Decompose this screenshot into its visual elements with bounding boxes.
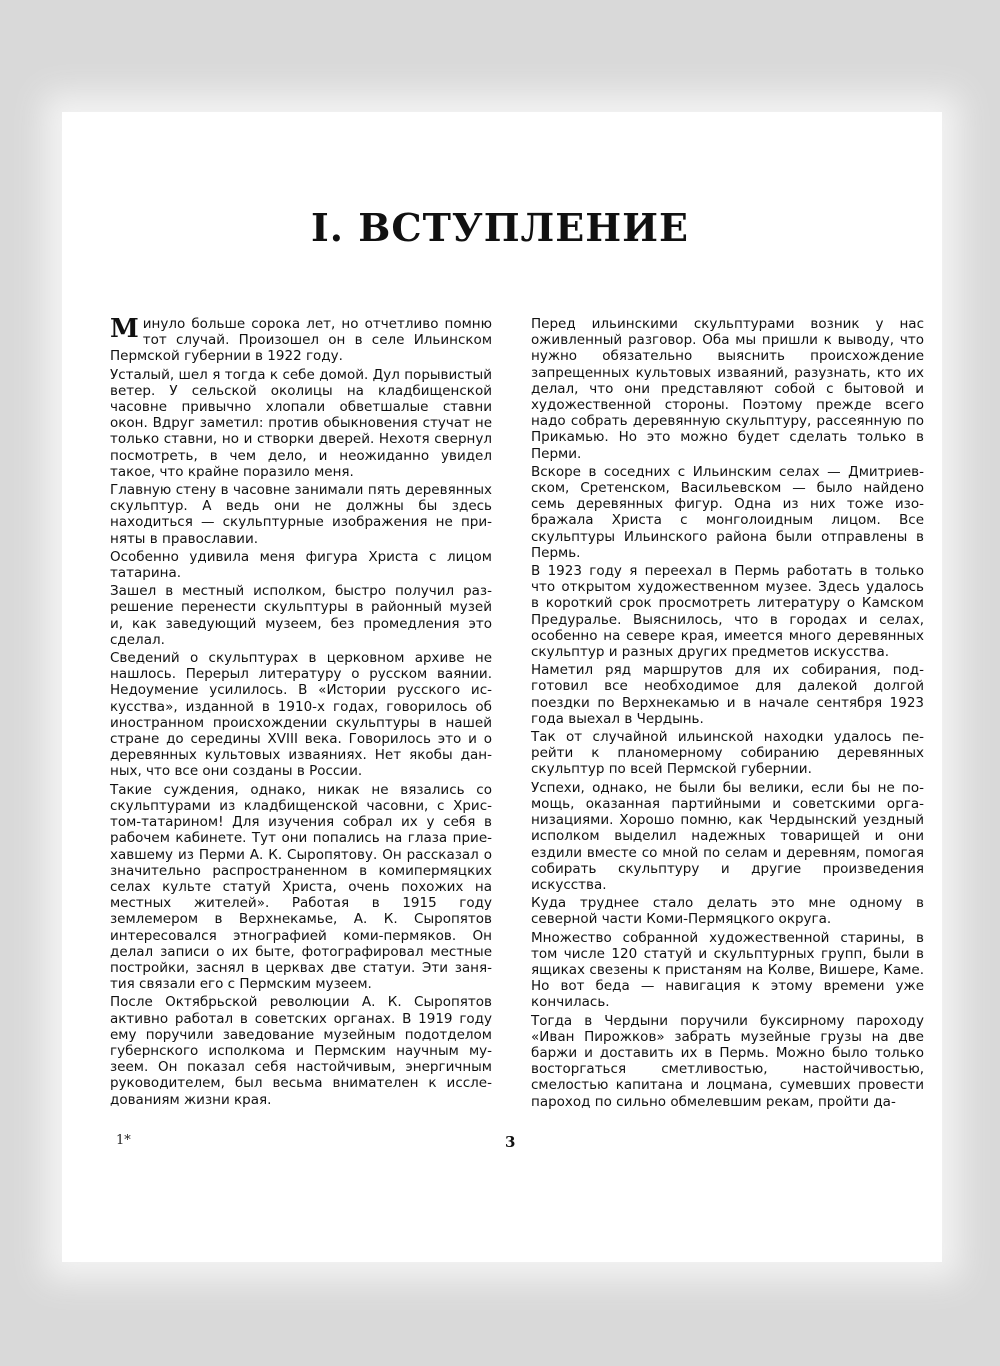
paragraph: В 1923 году я переехал в Пермь работать в только что открытом художественном музее. Здесь удалось в короткий срок просмотреть литературу о Камском Предуралье. Выяснилось, что в городах и селах, особенно на севере края, имеется много деревянных скульптур и разных других предметов искусства. [531,563,924,661]
paragraph: Главную стену в часовне занимали пять деревянных скульптур. А ведь они не должны бы здесь находиться — скульптурные изображения не приняты в православии. [110,482,492,547]
page-number: 3 [505,1133,516,1151]
paragraph: Наметил ряд маршрутов для их собирания, подготовил все необходимое для далекой долгой поездки по Верхнекамью и в начале сентября 1923 года выехал в Чердынь. [531,662,924,727]
paragraph: Куда труднее стало делать это мне одному в северной части Коми-Пермяцкого округа. [531,895,924,928]
paragraph: Такие суждения, однако, никак не вязались со скульптурами из кладбищенской часовни, с Христом-татарином! Для изучения собрал их у себя в рабочем кабинете. Тут они попались на глаза приехавшему из Перми А. К. Сыропятову. Он рассказал о значительно распространенном в комипермяцких селах культе статуй Христа, очень похожих на местных жителей». Работая в 1915 году землемером в Верхнекамье, А. К. Сыропятов интересовался этнографией коми-пермяков. Он делал записи о их быте, фотографировал местные постройки, заснял в церквах две статуи. Эти занятия связали его с Пермским музеем. [110,781,492,993]
paragraph: Так от случайной ильинской находки удалось перейти к планомерному собиранию деревянных скульптур по всей Пермской губернии. [531,729,924,778]
paragraph: Сведений о скульптурах в церковном архиве не нашлось. Перерыл литературу о русском ваянии. Недоумение усилилось. В «Истории русского искусства», изданной в 1910-х годах, говорилось об иностранном происхождении скульптуры в нашей стране до середины XVIII века. Говорилось это и о деревянных культовых изваяниях. Нет якобы данных, что все они созданы в России. [110,650,492,780]
chapter-title: I. ВСТУПЛЕНИЕ [311,205,689,250]
right-column [531,316,924,1112]
paragraph: Перед ильинскими скульптурами возник у нас оживленный разговор. Оба мы пришли к выводу, что нужно обязательно выяснить происхождение запрещенных культовых изваяний, разузнать, кто их делал, что они представляют собой с бытовой и художественной стороны. Поэтому прежде всего надо собрать деревянную скульптуру, рассеянную по Прикамью. Но это можно будет сделать только в Перми. [531,316,924,462]
paragraph-text: инуло больше сорока лет, но отчетливо помню тот случай. Произошел он в селе Ильинском Пермской губернии в 1922 году. [110,316,492,365]
paragraph: Тогда в Чердыни поручили буксирному пароходу «Иван Пирожков» забрать музейные грузы на две баржи и доставить их в Пермь. Можно было только восторгаться сметливостью, настойчивостью, смелостью капитана и лоцмана, сумевших провести пароход по сильно обмелевшим рекам, пройти да- [531,1012,924,1110]
paragraph: После Октябрьской революции А. К. Сыропятов активно работал в советских органах. В 1919 году ему поручили заведование музейным подотделом губернского исполкома и Пермским научным музеем. Он показал себя настойчивым, энергичным руководителем, был весьма внимателен к исследованиям жизни края. [110,994,492,1108]
paragraph: Вскоре в соседних с Ильинским селах — Дмитриевском, Сретенском, Васильевском — было найдено семь деревянных фигур. Одна из них тоже изображала Христа с монголоидным лицом. Все скульптуры Ильинского района были отправлены в Пермь. [531,463,924,561]
drop-cap: М [110,314,139,344]
left-column [110,316,492,1110]
paragraph: Усталый, шел я тогда к себе домой. Дул порывистый ветер. У сельской околицы на кладбищенской часовне привычно хлопали обветшалые ставни окон. Вдруг заметил: против обыкновения стучат не только ставни, но и створки дверей. Нехотя свернул посмотреть, в чем дело, и неожиданно увидел такое, что крайне поразило меня. [110,366,492,480]
paragraph: Множество собранной художественной старины, в том числе 120 статуй и скульптурных групп, были в ящиках свезены к пристаням на Колве, Вишере, Каме. Но вот беда — навигация к этому времени уже кончилась. [531,929,924,1011]
paragraph: Особенно удивила меня фигура Христа с лицом татарина. [110,548,492,582]
paragraph [110,316,492,365]
signature-mark: 1* [116,1133,131,1148]
paragraph: Зашел в местный исполком, быстро получил разрешение перенести скульптуры в районный музей и, как заведующий музеем, без промедления это сделал. [110,583,492,648]
paragraph: Успехи, однако, не были бы велики, если бы не помощь, оказанная партийными и советскими организациями. Хорошо помню, как Чердынский уездный исполком выделил надежных товарищей и они ездили вместе со мной по селам и деревням, помогая собирать скульптуру и другие произведения искусства. [531,779,924,893]
